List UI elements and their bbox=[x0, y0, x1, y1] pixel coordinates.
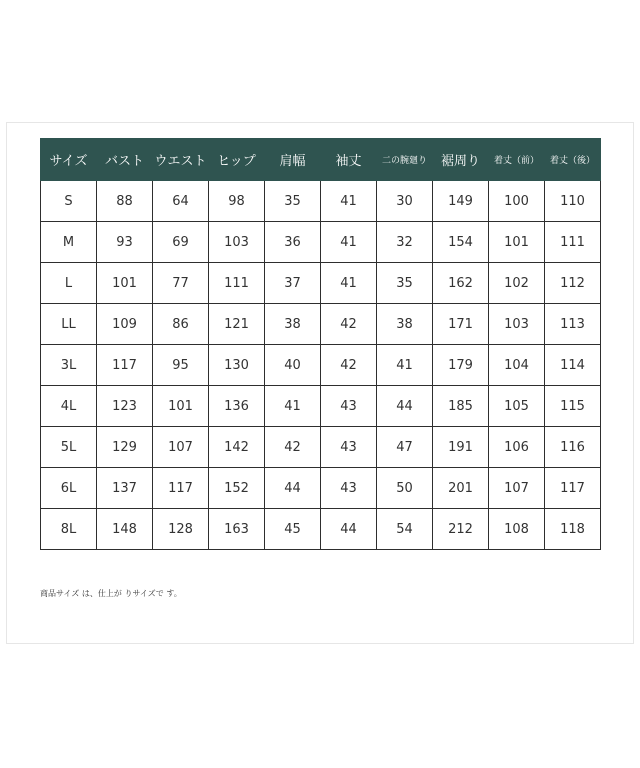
measurement-cell: 104 bbox=[489, 345, 545, 386]
measurement-cell: 152 bbox=[209, 468, 265, 509]
table-row bbox=[41, 468, 601, 509]
measurement-cell: 162 bbox=[433, 263, 489, 304]
table-row bbox=[41, 509, 601, 550]
size-label-cell: 6L bbox=[41, 468, 97, 509]
measurement-cell: 111 bbox=[209, 263, 265, 304]
measurement-cell: 32 bbox=[377, 222, 433, 263]
header-sleeve-length: 袖丈 bbox=[321, 139, 377, 181]
measurement-cell: 185 bbox=[433, 386, 489, 427]
measurement-cell: 37 bbox=[265, 263, 321, 304]
measurement-cell: 116 bbox=[545, 427, 601, 468]
size-note: 商品サイズ は、仕上が りサイズで す。 bbox=[40, 589, 182, 598]
measurement-cell: 115 bbox=[545, 386, 601, 427]
measurement-cell: 191 bbox=[433, 427, 489, 468]
measurement-cell: 98 bbox=[209, 181, 265, 222]
measurement-cell: 36 bbox=[265, 222, 321, 263]
measurement-cell: 106 bbox=[489, 427, 545, 468]
size-label-cell: 4L bbox=[41, 386, 97, 427]
measurement-cell: 88 bbox=[97, 181, 153, 222]
measurement-cell: 44 bbox=[265, 468, 321, 509]
measurement-cell: 64 bbox=[153, 181, 209, 222]
measurement-cell: 101 bbox=[489, 222, 545, 263]
measurement-cell: 43 bbox=[321, 386, 377, 427]
measurement-cell: 130 bbox=[209, 345, 265, 386]
measurement-cell: 109 bbox=[97, 304, 153, 345]
header-hip: ヒップ bbox=[209, 139, 265, 181]
size-table bbox=[40, 138, 601, 550]
size-label-cell: 5L bbox=[41, 427, 97, 468]
measurement-cell: 171 bbox=[433, 304, 489, 345]
measurement-cell: 45 bbox=[265, 509, 321, 550]
measurement-cell: 137 bbox=[97, 468, 153, 509]
measurement-cell: 117 bbox=[153, 468, 209, 509]
table-row bbox=[41, 304, 601, 345]
measurement-cell: 100 bbox=[489, 181, 545, 222]
measurement-cell: 148 bbox=[97, 509, 153, 550]
measurement-cell: 107 bbox=[153, 427, 209, 468]
measurement-cell: 129 bbox=[97, 427, 153, 468]
header-hem: 裾周り bbox=[433, 139, 489, 181]
measurement-cell: 41 bbox=[321, 222, 377, 263]
measurement-cell: 163 bbox=[209, 509, 265, 550]
measurement-cell: 117 bbox=[545, 468, 601, 509]
table-row bbox=[41, 263, 601, 304]
measurement-cell: 201 bbox=[433, 468, 489, 509]
measurement-cell: 50 bbox=[377, 468, 433, 509]
measurement-cell: 86 bbox=[153, 304, 209, 345]
header-length-front: 着丈（前） bbox=[489, 139, 545, 181]
measurement-cell: 44 bbox=[377, 386, 433, 427]
measurement-cell: 41 bbox=[265, 386, 321, 427]
measurement-cell: 42 bbox=[321, 304, 377, 345]
measurement-cell: 103 bbox=[209, 222, 265, 263]
measurement-cell: 93 bbox=[97, 222, 153, 263]
measurement-cell: 113 bbox=[545, 304, 601, 345]
measurement-cell: 123 bbox=[97, 386, 153, 427]
measurement-cell: 47 bbox=[377, 427, 433, 468]
size-label-cell: 8L bbox=[41, 509, 97, 550]
table-row bbox=[41, 427, 601, 468]
measurement-cell: 108 bbox=[489, 509, 545, 550]
size-label-cell: LL bbox=[41, 304, 97, 345]
measurement-cell: 111 bbox=[545, 222, 601, 263]
measurement-cell: 142 bbox=[209, 427, 265, 468]
measurement-cell: 77 bbox=[153, 263, 209, 304]
measurement-cell: 110 bbox=[545, 181, 601, 222]
header-bust: バスト bbox=[97, 139, 153, 181]
measurement-cell: 41 bbox=[377, 345, 433, 386]
measurement-cell: 154 bbox=[433, 222, 489, 263]
table-row bbox=[41, 222, 601, 263]
measurement-cell: 149 bbox=[433, 181, 489, 222]
measurement-cell: 103 bbox=[489, 304, 545, 345]
header-length-back: 着丈（後） bbox=[545, 139, 601, 181]
size-label-cell: M bbox=[41, 222, 97, 263]
measurement-cell: 121 bbox=[209, 304, 265, 345]
measurement-cell: 114 bbox=[545, 345, 601, 386]
table-row bbox=[41, 386, 601, 427]
measurement-cell: 35 bbox=[377, 263, 433, 304]
measurement-cell: 136 bbox=[209, 386, 265, 427]
measurement-cell: 30 bbox=[377, 181, 433, 222]
measurement-cell: 107 bbox=[489, 468, 545, 509]
table-header-row bbox=[41, 139, 601, 181]
measurement-cell: 101 bbox=[97, 263, 153, 304]
size-label-cell: 3L bbox=[41, 345, 97, 386]
measurement-cell: 112 bbox=[545, 263, 601, 304]
size-label-cell: L bbox=[41, 263, 97, 304]
header-upper-arm: 二の腕廻り bbox=[377, 139, 433, 181]
measurement-cell: 69 bbox=[153, 222, 209, 263]
measurement-cell: 44 bbox=[321, 509, 377, 550]
measurement-cell: 117 bbox=[97, 345, 153, 386]
size-label-cell: S bbox=[41, 181, 97, 222]
measurement-cell: 43 bbox=[321, 427, 377, 468]
measurement-cell: 35 bbox=[265, 181, 321, 222]
measurement-cell: 179 bbox=[433, 345, 489, 386]
measurement-cell: 43 bbox=[321, 468, 377, 509]
table-body bbox=[41, 181, 601, 550]
table-row bbox=[41, 181, 601, 222]
header-waist: ウエスト bbox=[153, 139, 209, 181]
measurement-cell: 95 bbox=[153, 345, 209, 386]
measurement-cell: 41 bbox=[321, 263, 377, 304]
measurement-cell: 102 bbox=[489, 263, 545, 304]
measurement-cell: 42 bbox=[265, 427, 321, 468]
measurement-cell: 105 bbox=[489, 386, 545, 427]
measurement-cell: 118 bbox=[545, 509, 601, 550]
measurement-cell: 41 bbox=[321, 181, 377, 222]
measurement-cell: 212 bbox=[433, 509, 489, 550]
measurement-cell: 101 bbox=[153, 386, 209, 427]
measurement-cell: 42 bbox=[321, 345, 377, 386]
measurement-cell: 38 bbox=[265, 304, 321, 345]
table-row bbox=[41, 345, 601, 386]
measurement-cell: 128 bbox=[153, 509, 209, 550]
measurement-cell: 38 bbox=[377, 304, 433, 345]
header-size: サイズ bbox=[41, 139, 97, 181]
header-shoulder-width: 肩幅 bbox=[265, 139, 321, 181]
measurement-cell: 54 bbox=[377, 509, 433, 550]
measurement-cell: 40 bbox=[265, 345, 321, 386]
